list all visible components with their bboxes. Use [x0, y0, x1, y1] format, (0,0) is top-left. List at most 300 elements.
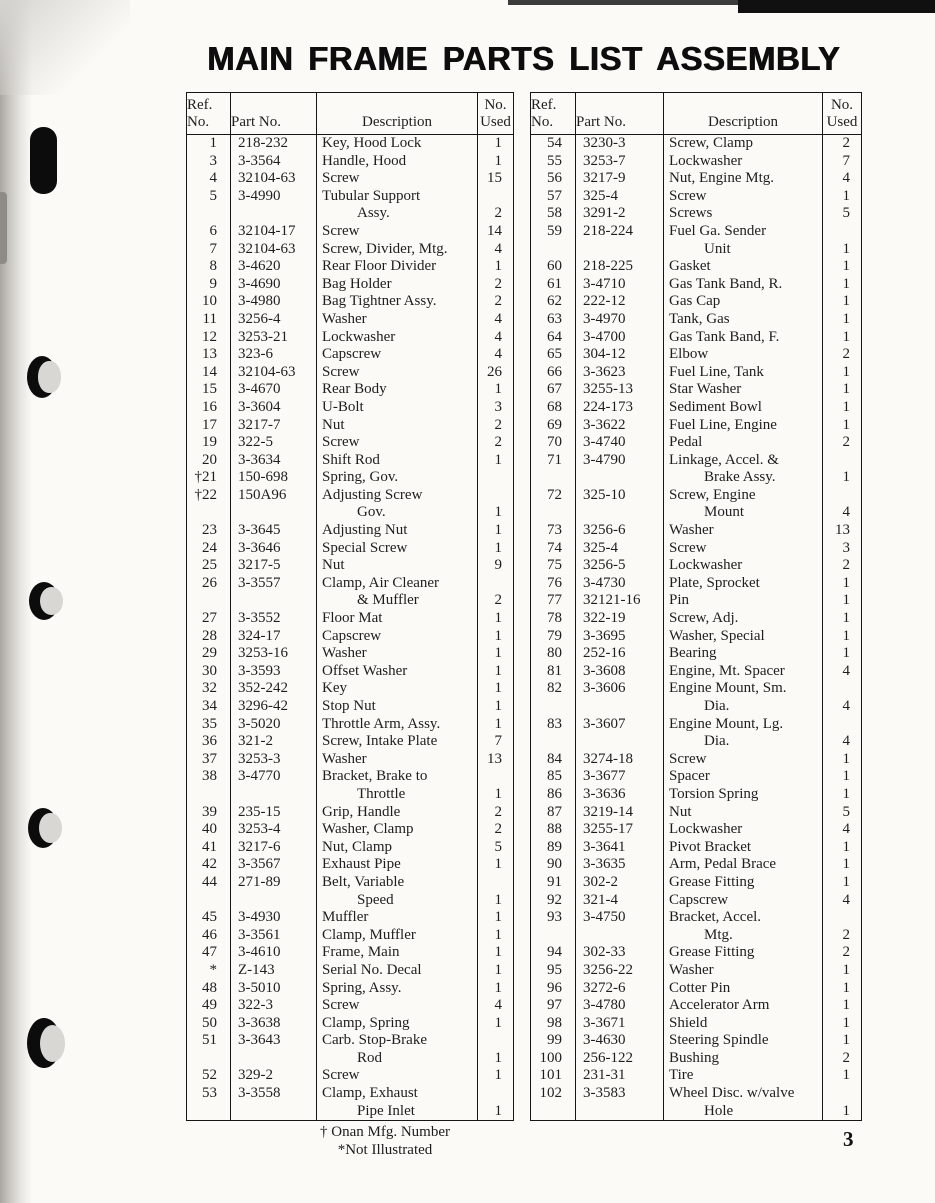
ref-cell: 32 [202, 680, 217, 697]
part-cell: 3-3636 [576, 786, 664, 804]
page-title: MAIN FRAME PARTS LIST ASSEMBLY [206, 40, 841, 77]
ref-cell: 72 [547, 486, 562, 503]
part-cell: 32104-63 [231, 241, 317, 259]
desc-cell: Cotter Pin [664, 980, 823, 998]
table-row [531, 645, 862, 663]
table-row [531, 663, 862, 681]
used-cell: 4 [478, 329, 514, 347]
ref-cell: 38 [202, 768, 217, 785]
part-cell: 32104-63 [231, 364, 317, 382]
header-row [531, 93, 862, 135]
used-cell: 1 [478, 663, 514, 681]
desc-cell: Lockwasher [664, 821, 823, 839]
table-row [531, 205, 862, 223]
part-cell: 3296-42 [231, 698, 317, 716]
ref-cell: 5 [209, 187, 217, 204]
table-row [187, 751, 514, 769]
part-cell [231, 592, 317, 610]
desc-cell: Sediment Bowl [664, 399, 823, 417]
ref-cell: 4 [209, 170, 217, 187]
part-cell: 3-3635 [576, 856, 664, 874]
ref-cell: 86 [547, 785, 562, 802]
part-cell: 3-3558 [231, 1085, 317, 1103]
desc-cell: Belt, Variable [317, 874, 478, 892]
used-cell: 2 [823, 135, 862, 153]
part-cell: 3217-7 [231, 417, 317, 435]
part-cell: 3291-2 [576, 205, 664, 223]
used-cell: 3 [823, 540, 862, 558]
ref-cell: 59 [547, 222, 562, 239]
ref-cell: 92 [547, 891, 562, 908]
used-cell: 2 [478, 205, 514, 223]
part-cell: 3-3638 [231, 1015, 317, 1033]
ref-cell: 81 [547, 662, 562, 679]
part-cell: 3-3606 [576, 680, 664, 698]
table-row [187, 663, 514, 681]
left-edge-mark [0, 192, 7, 264]
table-row [187, 1103, 514, 1121]
part-cell: 321-2 [231, 733, 317, 751]
table-row [531, 487, 862, 505]
desc-cell: Hole [664, 1103, 823, 1121]
used-cell: 1 [478, 1103, 514, 1121]
ref-cell [187, 592, 231, 610]
table-body-left [187, 135, 514, 1121]
desc-cell: Serial No. Decal [317, 962, 478, 980]
ref-cell: 78 [547, 610, 562, 627]
used-cell: 1 [823, 258, 862, 276]
header-ref-line2: No. [187, 114, 210, 130]
ref-cell: 100 [539, 1049, 562, 1066]
header-ref-line1: Ref. [531, 97, 557, 113]
ref-cell: 54 [547, 135, 562, 151]
used-cell: 1 [478, 909, 514, 927]
part-cell: 32121-16 [576, 592, 664, 610]
desc-cell: Clamp, Spring [317, 1015, 478, 1033]
used-cell: 4 [823, 733, 862, 751]
used-cell [823, 223, 862, 241]
used-cell: 1 [478, 153, 514, 171]
used-cell: 1 [823, 592, 862, 610]
ref-cell: 61 [547, 275, 562, 292]
part-cell: 3-4770 [231, 768, 317, 786]
ref-cell: 25 [202, 557, 217, 574]
table-row [187, 241, 514, 259]
part-cell: 3-4970 [576, 311, 664, 329]
table-row [187, 452, 514, 470]
used-cell: 1 [478, 610, 514, 628]
used-cell: 14 [478, 223, 514, 241]
ref-cell: 77 [547, 592, 562, 609]
used-cell [823, 487, 862, 505]
used-cell: 2 [478, 804, 514, 822]
desc-cell: Screw [317, 364, 478, 382]
part-cell [576, 241, 664, 259]
desc-cell: Screw [317, 223, 478, 241]
desc-cell: Plate, Sprocket [664, 575, 823, 593]
ref-cell: 57 [547, 187, 562, 204]
desc-cell: Capscrew [664, 892, 823, 910]
table-row [531, 592, 862, 610]
table-row [187, 557, 514, 575]
used-cell [478, 1032, 514, 1050]
part-cell: 3-5010 [231, 980, 317, 998]
part-cell [576, 698, 664, 716]
used-cell: 1 [823, 188, 862, 206]
used-cell: 1 [823, 839, 862, 857]
ref-cell: 45 [202, 909, 217, 926]
table-row [531, 153, 862, 171]
table-row [187, 680, 514, 698]
ref-cell: 80 [547, 645, 562, 662]
part-cell: 3-3622 [576, 417, 664, 435]
used-cell [478, 1085, 514, 1103]
used-cell [478, 874, 514, 892]
part-cell: 3-3641 [576, 839, 664, 857]
used-cell: 1 [823, 1067, 862, 1085]
desc-cell: Screw [317, 434, 478, 452]
table-row [187, 892, 514, 910]
desc-cell: Brake Assy. [664, 469, 823, 487]
top-left-corner-shadow [0, 0, 130, 95]
table-row [187, 1032, 514, 1050]
used-cell: 1 [478, 980, 514, 998]
used-cell [823, 452, 862, 470]
used-cell: 1 [478, 680, 514, 698]
table-row [531, 258, 862, 276]
desc-cell: Washer, Clamp [317, 821, 478, 839]
part-cell: 3217-9 [576, 170, 664, 188]
used-cell: 1 [478, 892, 514, 910]
ref-cell: 73 [547, 522, 562, 539]
desc-cell: Accelerator Arm [664, 997, 823, 1015]
desc-cell: Frame, Main [317, 944, 478, 962]
desc-cell: Screw [664, 540, 823, 558]
table-row [187, 909, 514, 927]
table-row [531, 821, 862, 839]
part-cell: 304-12 [576, 346, 664, 364]
table-row [187, 311, 514, 329]
ref-cell: 19 [202, 434, 217, 451]
desc-cell: Fuel Line, Tank [664, 364, 823, 382]
ref-cell: 20 [202, 451, 217, 468]
desc-cell: Washer [664, 962, 823, 980]
table-row [187, 610, 514, 628]
desc-cell: Wheel Disc. w/valve [664, 1085, 823, 1103]
desc-cell: Bag Tightner Assy. [317, 293, 478, 311]
table-row [187, 188, 514, 206]
desc-cell: Unit [664, 241, 823, 259]
used-cell: 2 [823, 1050, 862, 1068]
used-cell: 1 [823, 329, 862, 347]
part-cell: 3-3671 [576, 1015, 664, 1033]
used-cell: 3 [478, 399, 514, 417]
used-cell: 5 [823, 804, 862, 822]
table-row [187, 698, 514, 716]
used-cell: 1 [823, 856, 862, 874]
part-cell [576, 469, 664, 487]
desc-cell: Key, Hood Lock [317, 135, 478, 153]
part-cell: 3253-21 [231, 329, 317, 347]
used-cell: 1 [478, 786, 514, 804]
used-cell: 1 [478, 962, 514, 980]
ref-cell: 15 [202, 381, 217, 398]
used-cell: 1 [823, 768, 862, 786]
desc-cell: Bushing [664, 1050, 823, 1068]
ref-cell: 75 [547, 557, 562, 574]
table-row [187, 575, 514, 593]
part-cell: 3256-6 [576, 522, 664, 540]
desc-cell: Throttle [317, 786, 478, 804]
ref-cell [187, 504, 231, 522]
table-row [187, 276, 514, 294]
ref-cell: 58 [547, 205, 562, 222]
table-row [187, 223, 514, 241]
table-row [531, 434, 862, 452]
ref-cell: 10 [202, 293, 217, 310]
table-row [187, 628, 514, 646]
footnotes [250, 1123, 520, 1159]
parts-table-right [530, 92, 862, 1121]
ref-cell: 85 [547, 768, 562, 785]
table-row [531, 223, 862, 241]
desc-cell: Engine Mount, Lg. [664, 716, 823, 734]
ref-cell [531, 927, 576, 945]
top-right-scan-bar [738, 0, 935, 13]
ref-cell [531, 469, 576, 487]
desc-cell: Screw [317, 170, 478, 188]
used-cell: 1 [478, 716, 514, 734]
table-row [531, 381, 862, 399]
used-cell: 1 [823, 575, 862, 593]
table-row [531, 575, 862, 593]
used-cell: 1 [823, 1015, 862, 1033]
used-cell: 2 [478, 293, 514, 311]
header-used-line1: No. [484, 97, 507, 113]
table-row [187, 469, 514, 487]
used-cell: 1 [478, 944, 514, 962]
used-cell: 1 [823, 417, 862, 435]
part-cell: 3-3677 [576, 768, 664, 786]
ref-cell: 93 [547, 909, 562, 926]
used-cell: 1 [823, 399, 862, 417]
desc-cell: Screw, Engine [664, 487, 823, 505]
desc-cell: Linkage, Accel. & [664, 452, 823, 470]
ref-cell [187, 1103, 231, 1121]
ref-cell: 37 [202, 750, 217, 767]
used-cell: 2 [823, 944, 862, 962]
ref-cell: †21 [194, 469, 217, 486]
part-cell: 3217-5 [231, 557, 317, 575]
table-row [531, 276, 862, 294]
desc-cell: Gas Tank Band, R. [664, 276, 823, 294]
part-cell: 329-2 [231, 1067, 317, 1085]
desc-cell: Clamp, Air Cleaner [317, 575, 478, 593]
table-row [531, 997, 862, 1015]
ref-cell: 7 [209, 240, 217, 257]
ref-cell: 53 [202, 1085, 217, 1102]
part-cell: 3255-17 [576, 821, 664, 839]
table-row [187, 962, 514, 980]
table-row [531, 557, 862, 575]
table-row [531, 241, 862, 259]
ref-cell: †22 [194, 486, 217, 503]
used-cell: 2 [823, 557, 862, 575]
desc-cell: Screw [664, 751, 823, 769]
ref-cell: 42 [202, 856, 217, 873]
table-row [531, 927, 862, 945]
part-cell: 3-3583 [576, 1085, 664, 1103]
ref-cell: 71 [547, 451, 562, 468]
table-row [531, 856, 862, 874]
part-cell: 3-4670 [231, 381, 317, 399]
used-cell: 1 [478, 1015, 514, 1033]
binder-hole-icon [27, 1018, 61, 1068]
ref-cell: 40 [202, 821, 217, 838]
used-cell: 4 [823, 170, 862, 188]
part-cell: 322-3 [231, 997, 317, 1015]
part-cell: 3-3608 [576, 663, 664, 681]
desc-cell: Engine, Mt. Spacer [664, 663, 823, 681]
desc-cell: Fuel Line, Engine [664, 417, 823, 435]
ref-cell: 12 [202, 328, 217, 345]
desc-cell: Lockwasher [664, 153, 823, 171]
ref-cell: 48 [202, 979, 217, 996]
table-row [187, 381, 514, 399]
used-cell: 7 [478, 733, 514, 751]
ref-cell: 35 [202, 715, 217, 732]
table-row [531, 452, 862, 470]
desc-cell: Screw, Divider, Mtg. [317, 241, 478, 259]
desc-cell: Screw [317, 997, 478, 1015]
table-row [531, 698, 862, 716]
part-cell: 3-3604 [231, 399, 317, 417]
table-row [187, 1050, 514, 1068]
table-row [187, 293, 514, 311]
used-cell: 1 [478, 381, 514, 399]
table-row [531, 751, 862, 769]
desc-cell: Lockwasher [317, 329, 478, 347]
table-row [531, 804, 862, 822]
ref-cell: 8 [209, 258, 217, 275]
table-row [187, 944, 514, 962]
header-ref-line1: Ref. [187, 97, 213, 113]
part-cell: 3-4690 [231, 276, 317, 294]
table-row [187, 1085, 514, 1103]
ref-cell [187, 205, 231, 223]
part-cell: 325-4 [576, 540, 664, 558]
table-row [531, 170, 862, 188]
table-header [531, 93, 862, 135]
used-cell: 1 [478, 628, 514, 646]
table-row [531, 786, 862, 804]
table-row [531, 628, 862, 646]
ref-cell: 67 [547, 381, 562, 398]
table-row [187, 540, 514, 558]
used-cell: 2 [478, 276, 514, 294]
used-cell: 1 [823, 469, 862, 487]
desc-cell: Steering Spindle [664, 1032, 823, 1050]
desc-cell: Tubular Support [317, 188, 478, 206]
ref-cell: 98 [547, 1014, 562, 1031]
footnote-not-illustrated: *Not Illustrated [337, 1142, 433, 1158]
desc-cell: Rod [317, 1050, 478, 1068]
used-cell: 1 [823, 786, 862, 804]
desc-cell: & Muffler [317, 592, 478, 610]
header-description: Description [664, 93, 823, 135]
ref-cell: 87 [547, 803, 562, 820]
part-cell: 150A96 [231, 487, 317, 505]
used-cell [823, 909, 862, 927]
part-cell: 218-225 [576, 258, 664, 276]
used-cell: 1 [478, 504, 514, 522]
table-row [187, 716, 514, 734]
desc-cell: Capscrew [317, 628, 478, 646]
ref-cell: 16 [202, 398, 217, 415]
desc-cell: Arm, Pedal Brace [664, 856, 823, 874]
used-cell: 1 [823, 628, 862, 646]
part-cell: 3-4780 [576, 997, 664, 1015]
part-cell [231, 892, 317, 910]
table-row [187, 768, 514, 786]
table-row [187, 804, 514, 822]
desc-cell: Screws [664, 205, 823, 223]
table-row [531, 364, 862, 382]
table-row [531, 329, 862, 347]
part-cell: 3-4930 [231, 909, 317, 927]
desc-cell: Screw, Adj. [664, 610, 823, 628]
header-no-used [823, 93, 862, 135]
part-cell: 302-2 [576, 874, 664, 892]
used-cell: 1 [478, 927, 514, 945]
ref-cell: 11 [202, 310, 217, 327]
ref-cell: 101 [539, 1067, 562, 1084]
table-row [187, 786, 514, 804]
part-cell: 3253-7 [576, 153, 664, 171]
table-row [187, 980, 514, 998]
used-cell: 4 [478, 997, 514, 1015]
used-cell: 2 [478, 434, 514, 452]
used-cell [478, 768, 514, 786]
desc-cell: Screw, Clamp [664, 135, 823, 153]
table-row [531, 311, 862, 329]
ref-cell: 65 [547, 346, 562, 363]
used-cell: 1 [478, 698, 514, 716]
desc-cell: Spring, Gov. [317, 469, 478, 487]
header-description: Description [317, 93, 478, 135]
table-row [187, 417, 514, 435]
part-cell [231, 1103, 317, 1121]
left-edge-shadow [0, 0, 32, 1203]
used-cell [823, 716, 862, 734]
table-header [187, 93, 514, 135]
table-row [531, 839, 862, 857]
ref-cell [531, 241, 576, 259]
ref-cell: 96 [547, 979, 562, 996]
desc-cell: Washer [664, 522, 823, 540]
ref-cell: 39 [202, 803, 217, 820]
ref-cell: 6 [209, 222, 217, 239]
table-row [187, 856, 514, 874]
used-cell [478, 575, 514, 593]
desc-cell: Bearing [664, 645, 823, 663]
part-cell: 224-173 [576, 399, 664, 417]
footnote-onan-mfg: † Onan Mfg. Number [320, 1124, 450, 1140]
part-cell: 271-89 [231, 874, 317, 892]
part-cell [231, 205, 317, 223]
table-row [531, 540, 862, 558]
desc-cell: Clamp, Muffler [317, 927, 478, 945]
